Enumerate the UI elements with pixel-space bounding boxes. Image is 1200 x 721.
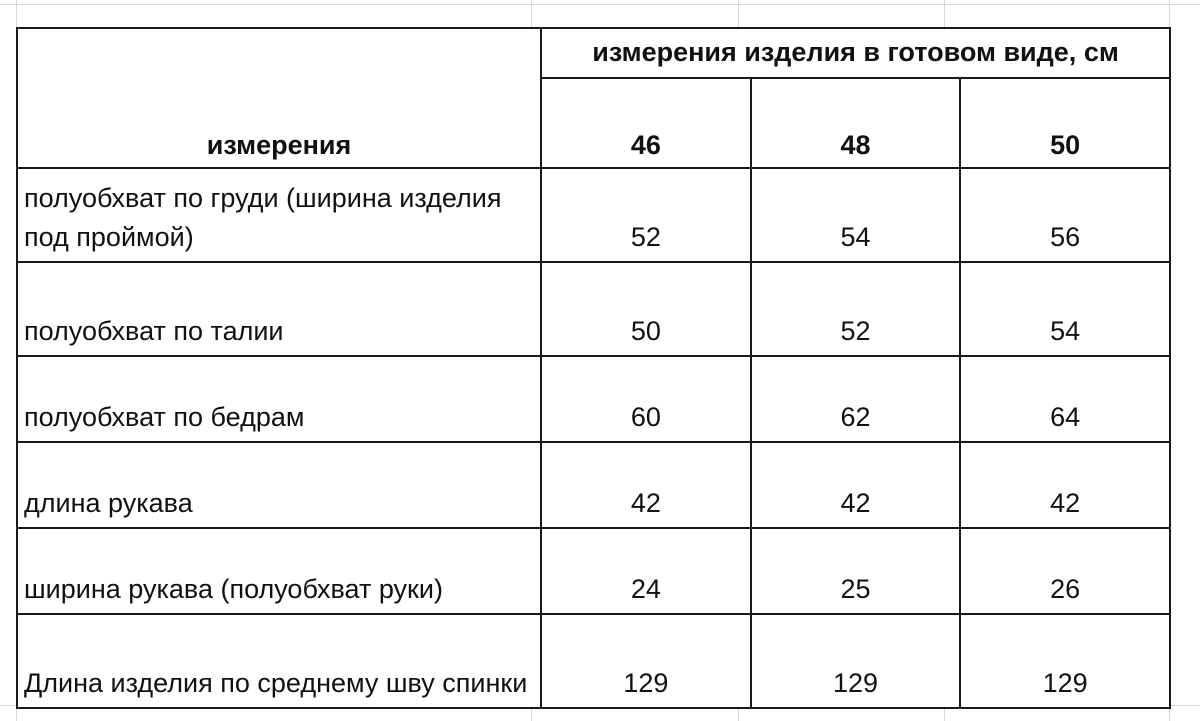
size-header-50[interactable]: 50 [960,78,1170,168]
grid-line [0,4,1200,5]
row-label[interactable]: ширина рукава (полуобхват руки) [17,528,541,614]
size-header-48[interactable]: 48 [751,78,961,168]
table-cell[interactable]: 42 [541,442,751,528]
row-label[interactable]: длина рукава [17,442,541,528]
table-cell[interactable]: 24 [541,528,751,614]
table-row [17,356,1170,442]
table-cell[interactable]: 54 [960,262,1170,356]
table-cell[interactable]: 52 [751,262,961,356]
size-header-46[interactable]: 46 [541,78,751,168]
table-cell[interactable]: 129 [751,614,961,708]
row-label[interactable]: полуобхват по груди (ширина изделия под проймой) [17,168,541,262]
table-cell[interactable]: 129 [960,614,1170,708]
table-cell[interactable]: 129 [541,614,751,708]
row-label[interactable]: полуобхват по талии [17,262,541,356]
table-cell[interactable]: 50 [541,262,751,356]
table-cell[interactable]: 42 [960,442,1170,528]
size-chart-table [16,27,1171,709]
table-cell[interactable]: 52 [541,168,751,262]
finished-measurements-header[interactable]: измерения изделия в готовом виде, см [541,28,1170,78]
header-row-group [17,28,1170,78]
table-cell[interactable]: 60 [541,356,751,442]
row-label[interactable]: полуобхват по бедрам [17,356,541,442]
table-row [17,528,1170,614]
table-cell[interactable]: 64 [960,356,1170,442]
table-row [17,168,1170,262]
table-cell[interactable]: 26 [960,528,1170,614]
row-label[interactable]: Длина изделия по среднему шву спинки [17,614,541,708]
measurements-header[interactable]: измерения [17,28,541,168]
table-row [17,614,1170,708]
table-cell[interactable]: 62 [751,356,961,442]
table-cell[interactable]: 54 [751,168,961,262]
table-cell[interactable]: 25 [751,528,961,614]
table-cell[interactable]: 56 [960,168,1170,262]
table-row [17,442,1170,528]
table-cell[interactable]: 42 [751,442,961,528]
table-row [17,262,1170,356]
